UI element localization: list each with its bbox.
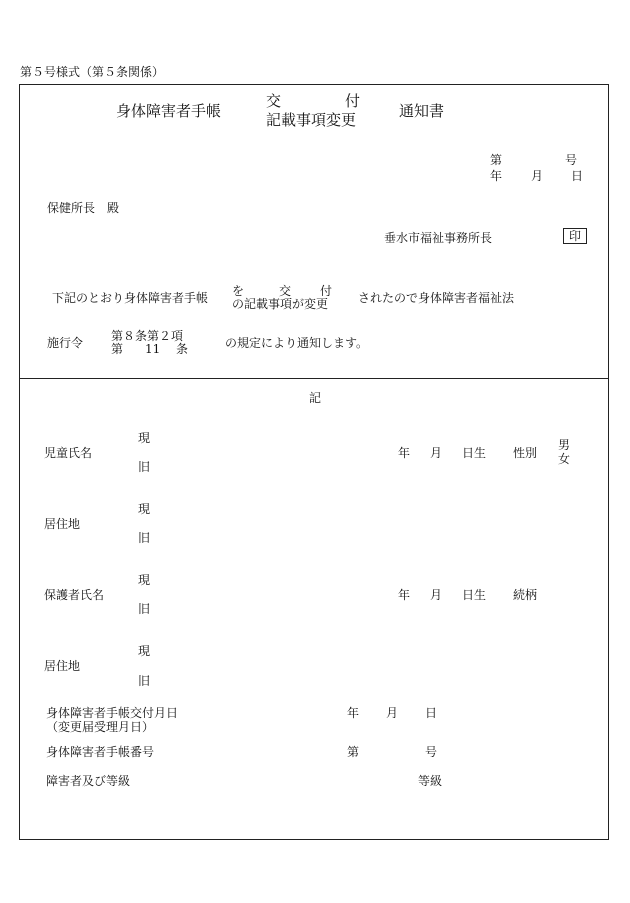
child-res-former-label: 旧 xyxy=(138,531,151,545)
body-line2-article2-c: 条 xyxy=(176,342,189,356)
disability-label: 障害者及び等級 xyxy=(46,774,131,788)
guardian-residence-label: 居住地 xyxy=(44,659,81,673)
sender: 垂水市福祉事務所長 xyxy=(384,231,493,245)
ki-label: 記 xyxy=(309,391,322,405)
guardian-former-label: 旧 xyxy=(138,602,151,616)
child-birth-year: 年 xyxy=(398,446,411,460)
child-sex-female: 女 xyxy=(558,452,571,466)
child-birth-month: 月 xyxy=(430,446,443,460)
seal-stamp: 印 xyxy=(563,228,587,244)
child-current-label: 現 xyxy=(138,431,151,445)
handbook-number-prefix: 第 xyxy=(347,745,360,759)
body-line1-b: されたので身体障害者福祉法 xyxy=(358,291,515,305)
issue-date-month: 月 xyxy=(386,706,399,720)
guardian-res-current-label: 現 xyxy=(138,644,151,658)
body-line2-b: の規定により通知します。 xyxy=(225,336,369,350)
title-issue-b: 付 xyxy=(345,92,361,110)
body-line2-a: 施行令 xyxy=(47,336,84,350)
body-line1-issue-a: 交 xyxy=(279,284,292,298)
child-res-current-label: 現 xyxy=(138,502,151,516)
issue-date-year: 年 xyxy=(347,706,360,720)
grade-label: 等級 xyxy=(418,774,443,788)
form-label: 第５号様式（第５条関係） xyxy=(20,65,165,79)
title-issue-a: 交 xyxy=(266,92,282,110)
issue-date-day: 日 xyxy=(425,706,438,720)
child-former-label: 旧 xyxy=(138,460,151,474)
title-change: 記載事項変更 xyxy=(266,111,357,129)
handbook-number-suffix: 号 xyxy=(425,745,438,759)
child-name-label: 児童氏名 xyxy=(44,446,93,460)
title-suffix: 通知書 xyxy=(399,102,445,120)
child-birth-day: 日生 xyxy=(462,446,487,460)
body-line2-article2-a: 第 xyxy=(111,342,124,356)
change-received-label: （変更届受理月日） xyxy=(46,720,155,734)
body-line2-article1: 第８条第２項 xyxy=(111,329,184,343)
title-main: 身体障害者手帳 xyxy=(116,102,222,120)
doc-number-suffix: 号 xyxy=(565,153,578,167)
date-day: 日 xyxy=(571,169,584,183)
child-sex-label: 性別 xyxy=(513,446,538,460)
handbook-number-label: 身体障害者手帳番号 xyxy=(46,745,155,759)
guardian-current-label: 現 xyxy=(138,573,151,587)
child-sex-male: 男 xyxy=(558,438,571,452)
body-line1-change: の記載事項が変更 xyxy=(232,297,329,311)
body-line1-a: 下記のとおり身体障害者手帳 xyxy=(52,291,209,305)
section-divider xyxy=(19,378,609,379)
guardian-res-former-label: 旧 xyxy=(138,674,151,688)
body-line1-issue-b: 付 xyxy=(320,284,333,298)
child-residence-label: 居住地 xyxy=(44,517,81,531)
guardian-relation-label: 続柄 xyxy=(513,588,538,602)
guardian-birth-day: 日生 xyxy=(462,588,487,602)
guardian-name-label: 保護者氏名 xyxy=(44,588,105,602)
date-month: 月 xyxy=(531,169,544,183)
doc-number-prefix: 第 xyxy=(490,153,503,167)
body-line2-article2-b: 11 xyxy=(145,342,161,356)
guardian-birth-year: 年 xyxy=(398,588,411,602)
guardian-birth-month: 月 xyxy=(430,588,443,602)
body-line1-wo: を xyxy=(232,284,245,298)
issue-date-label: 身体障害者手帳交付月日 xyxy=(46,706,179,720)
date-year: 年 xyxy=(490,169,503,183)
addressee: 保健所長 殿 xyxy=(47,201,120,215)
